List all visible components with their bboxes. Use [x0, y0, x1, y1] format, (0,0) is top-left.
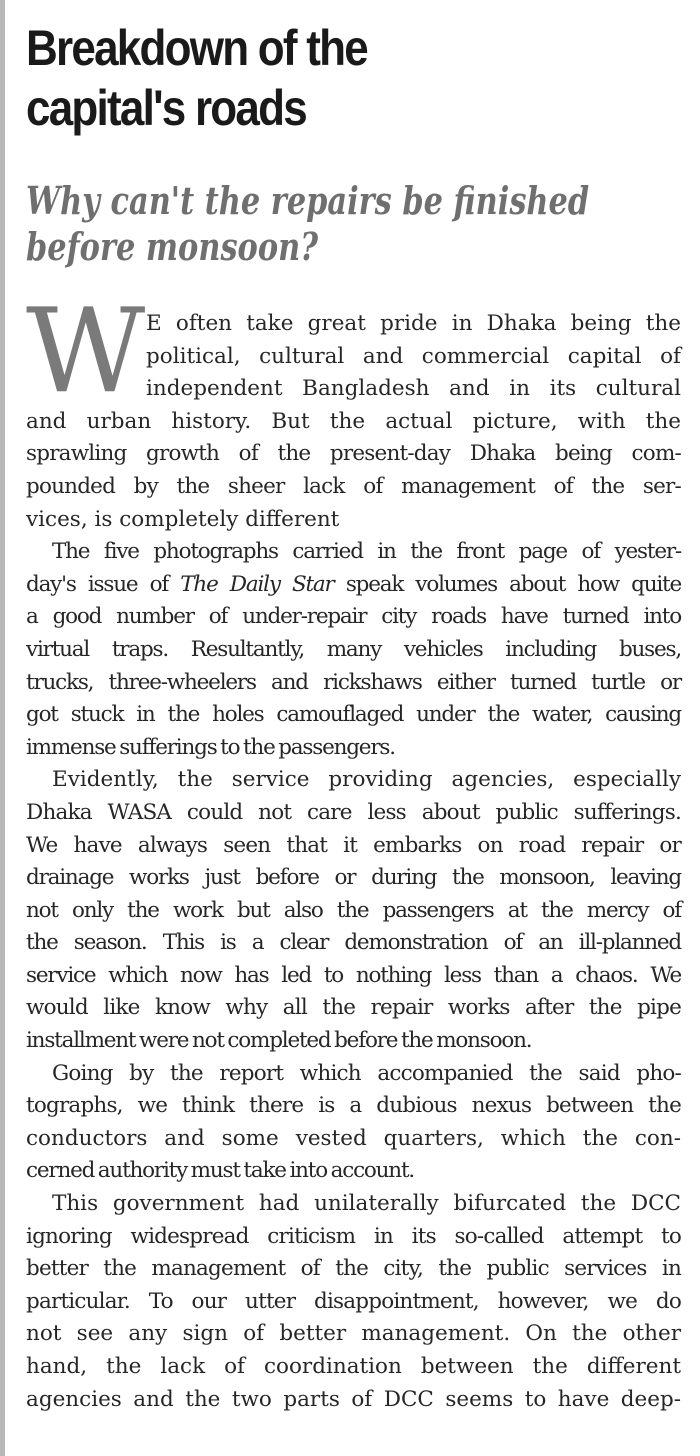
body-line: installment were not completed before the monsoon. [26, 1028, 532, 1054]
body-line: vices, is completely different [26, 506, 340, 532]
body-line: not see any sign of better management. On the other [26, 1321, 681, 1347]
body-line: better the management of the city, the public services in [26, 1256, 681, 1282]
body-line: immense sufferings to the passengers. [26, 734, 395, 760]
body-line: E often take great pride in Dhaka being the [146, 311, 681, 336]
body-text: speak volumes about how quite [345, 571, 681, 597]
subheadline-line: before monsoon? [26, 224, 319, 269]
body-line: a good number of under-repair city roads have turned into [26, 604, 681, 630]
body-line: the season. This is a clear demonstration of an ill-planned [26, 930, 681, 956]
body-line: conductors and some vested quarters, which the con- [26, 1125, 681, 1151]
body-line: cerned authority must take into account. [26, 1158, 415, 1184]
page-edge-rule [0, 0, 5, 1456]
body-line: Dhaka WASA could not care less about public sufferings. [26, 799, 681, 825]
drop-cap: W [26, 284, 146, 419]
body-line: pounded by the sheer lack of management of the ser- [26, 473, 681, 499]
newspaper-title: The Daily Star [180, 571, 334, 597]
body-line [26, 569, 681, 602]
body-line: We have always seen that it embarks on road repair or [26, 832, 681, 858]
body-line: particular. To our utter disappointment, however, we do [26, 1288, 681, 1314]
body-line: not only the work but also the passengers at the mercy of [26, 897, 681, 923]
body-line: Evidently, the service providing agencies, especially [52, 767, 681, 793]
body-line: hand, the lack of coordination between the different [26, 1354, 681, 1379]
body-line: sprawling growth of the present-day Dhaka being com- [26, 441, 681, 467]
body-line: political, cultural and commercial capital of [146, 343, 681, 369]
body-line: would like know why all the repair works after the pipe [26, 995, 681, 1021]
body-line: Going by the report which accompanied the said pho- [52, 1060, 681, 1086]
body-line: drainage works just before or during the monsoon, leaving [26, 865, 681, 891]
headline-line: Breakdown of the [26, 20, 367, 76]
body-line: The five photographs carried in the front page of yester- [52, 539, 681, 565]
body-text: day's issue of [26, 571, 169, 597]
body-line: service which now has led to nothing less than a chaos. We [26, 962, 681, 988]
headline [26, 18, 607, 138]
body-line: virtual traps. Resultantly, many vehicles including buses, [26, 636, 681, 662]
body-line: agencies and the two parts of DCC seems to have deep- [26, 1386, 681, 1412]
body-line: and urban history. But the actual picture, with the [26, 408, 681, 434]
body-line: independent Bangladesh and in its cultural [146, 376, 681, 402]
headline-line: capital's roads [26, 80, 306, 136]
body-line: got stuck in the holes camouflaged under the water, causing [26, 702, 681, 728]
subheadline-line: Why can't the repairs be finished [26, 178, 590, 223]
subheadline [26, 178, 691, 270]
article-body [26, 284, 681, 1416]
body-line: trucks, three-wheelers and rickshaws either turned turtle or [26, 669, 681, 695]
body-line: tographs, we think there is a dubious nexus between the [26, 1093, 681, 1119]
body-line: ignoring widespread criticism in its so-called attempt to [26, 1223, 681, 1249]
body-line: This government had unilaterally bifurcated the DCC [52, 1191, 681, 1217]
